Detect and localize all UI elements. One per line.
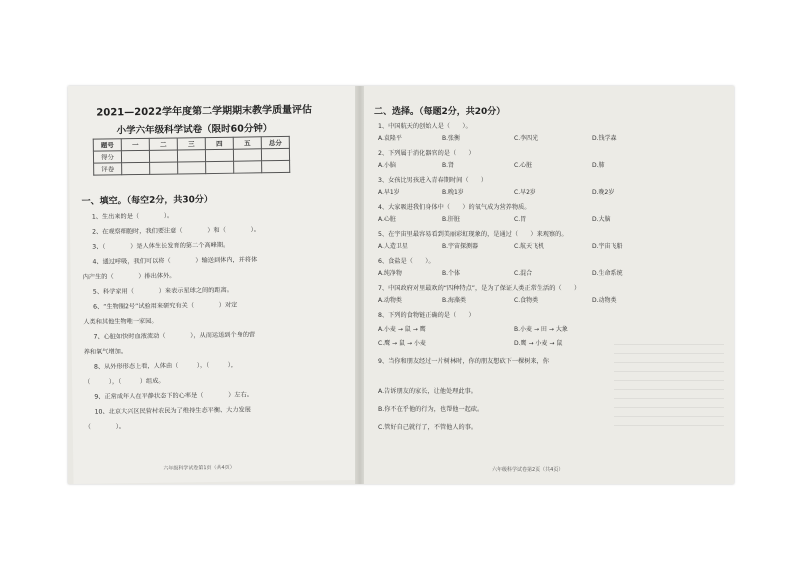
score-cell [234, 161, 262, 173]
option: D.动物类 [592, 297, 617, 304]
question-line: 3、女孩比男孩进入青春期时间（ ） [378, 177, 488, 184]
question-line: 内产生的（ ）排出体外。 [82, 272, 176, 281]
chain-part: 鹰 [419, 326, 426, 333]
question-line: 10、北京大兴区民营村农民为了维持生态平衡、大力发展 [94, 406, 251, 416]
arrow-icon: → [528, 340, 534, 347]
option: C.食物类 [514, 297, 539, 304]
option: A.动物类 [378, 297, 402, 304]
arrow-icon: → [412, 326, 418, 333]
score-cell [233, 149, 261, 161]
exam-title: 2021—2022学年度第二学期期末教学质量评估 [96, 104, 313, 119]
option: A.心脏 [378, 216, 396, 223]
question-line: 2、下列属于消化器官的是（ ） [378, 150, 475, 157]
exam-page-left [68, 86, 364, 484]
page-footer: 六年级科学试卷第1页（共4页） [163, 464, 235, 472]
chain-part: 小麦 [520, 326, 533, 333]
question-line: （ ）。 [84, 423, 126, 431]
question-line: 6、食盐是（ ）。 [378, 258, 435, 265]
arrow-icon: → [533, 326, 539, 333]
option: B.晚1岁 [442, 189, 464, 196]
chain-part: 田 [540, 326, 547, 333]
question-line: 6、“生物圈2号”试验用来研究有关（ ）对定 [93, 301, 238, 311]
score-cell [178, 162, 206, 174]
question-line: 4、通过呼吸，我们可以将（ ）输送到体内，并将体 [92, 256, 258, 266]
option: D.晚2岁 [592, 189, 615, 196]
option: D.生命系统 [592, 270, 623, 277]
option: B.肝脏 [442, 216, 461, 223]
score-header-cell: 一 [121, 138, 149, 150]
option-line: A.告诉朋友的家长，让他处理此事。 [378, 388, 477, 395]
arrow-icon: → [406, 340, 412, 347]
option: C.李四光 [514, 135, 539, 142]
option: B.张衡 [442, 135, 461, 142]
score-header-cell: 四 [205, 137, 233, 149]
option-label: D. [514, 340, 521, 347]
score-header-cell: 二 [149, 138, 177, 150]
option: D.宇宙飞船 [592, 243, 623, 250]
chain-part: 鼠 [399, 340, 406, 347]
question-line: 2、在观察细胞时，我们要注意（ ）和（ ）。 [91, 226, 260, 236]
option: B.个体 [442, 270, 461, 277]
arrow-icon: → [549, 340, 555, 347]
chain-part: 小麦 [535, 340, 548, 347]
question-line: 8、从外形形态上看，人体由（ ），（ ）， [93, 361, 238, 371]
question-line: 9、当你和朋友经过一片树林时，你的朋友想砍下一棵树来，你 [378, 358, 549, 365]
food-chain-option [514, 324, 568, 333]
exam-page-right [364, 86, 734, 484]
score-header-cell: 三 [177, 138, 205, 150]
option-line: B.你不在乎他的行为，也帮他一起砍。 [378, 406, 484, 413]
option: D.肺 [592, 162, 605, 169]
score-cell [205, 149, 233, 161]
option-label: A. [378, 326, 384, 333]
question-line: 养和氧气增加。 [83, 348, 128, 356]
option-label: C. [378, 340, 385, 347]
question-line: 9、正常成年人在平静状态下的心率是（ ）左右。 [94, 391, 254, 401]
score-cell [177, 150, 205, 162]
score-cell [122, 162, 150, 174]
score-header-cell: 五 [233, 137, 261, 149]
option: B.宇宙探测器 [442, 243, 479, 250]
bleed-through-texture [614, 336, 724, 426]
food-chain-option [378, 324, 426, 333]
exam-subtitle: 小学六年级科学试卷（限时60分钟） [116, 123, 273, 137]
score-cell [121, 150, 149, 162]
score-row-label: 得分 [93, 151, 121, 163]
option: B.海藻类 [442, 297, 467, 304]
option: D.大脑 [592, 216, 611, 223]
option: C.航天飞机 [514, 243, 545, 250]
chain-part: 大象 [555, 326, 568, 333]
score-header-cell: 总分 [261, 136, 289, 148]
food-chain-option [378, 338, 426, 347]
question-line: 5、科学家用（ ）来表示星球之间的距离。 [92, 286, 233, 296]
question-line: 8、下列的食物链正确的是（ ） [378, 312, 475, 319]
chain-part: 鼠 [404, 326, 411, 333]
score-table [93, 136, 290, 176]
question-line: 4、大家吸进我们身体中（ ）的氧气成为营养物质。 [378, 204, 531, 211]
question-line: 7、心脏如快时血液流动（ ），从而运送到个身的营 [93, 331, 256, 341]
arrow-icon: → [397, 326, 403, 333]
option: C.胃 [514, 216, 527, 223]
score-header-cell: 题号 [93, 139, 121, 151]
arrow-icon: → [548, 326, 554, 333]
fill-in-section-title: 一、填空。（每空2分，共30分） [81, 194, 213, 207]
score-cell [206, 161, 234, 173]
score-cell [261, 148, 289, 160]
option: C.混合 [514, 270, 533, 277]
option: C.早2岁 [514, 189, 536, 196]
question-line: 人类和其他生物唯一家园。 [83, 317, 158, 326]
page-footer: 六年级科学试卷第2页（共4页） [492, 467, 564, 473]
question-line: 1、生出来的是（ ）。 [91, 212, 174, 221]
chain-part: 鼠 [556, 340, 563, 347]
score-row-label: 评卷 [94, 163, 122, 175]
question-line: 3、（ ）是人体生长发育的第二个高峰期。 [92, 241, 230, 251]
scanned-exam-spread [68, 86, 734, 484]
option: A.小脑 [378, 162, 396, 169]
chain-part: 鹰 [520, 340, 527, 347]
question-line: 1、中国航天的创始人是（ ）。 [378, 123, 472, 130]
food-chain-option [514, 338, 562, 347]
option-label: B. [514, 326, 521, 333]
score-cell [149, 150, 177, 162]
chain-part: 鹰 [384, 340, 391, 347]
option: A.人造卫星 [378, 243, 408, 250]
choice-section-title: 二、选择。（每题2分，共20分） [374, 107, 506, 117]
score-cell [262, 160, 290, 172]
option: A.袁隆平 [378, 135, 402, 142]
option: D.钱学森 [592, 135, 617, 142]
question-line: 7、中国政府对里最欢的“四种特点”，是为了保证人类正常生活的（ ） [378, 285, 581, 292]
chain-part: 小麦 [413, 340, 426, 347]
score-table-row [94, 160, 290, 175]
option: A.早1岁 [378, 189, 400, 196]
arrow-icon: → [392, 340, 398, 347]
option: C.心脏 [514, 162, 533, 169]
option: A.纯净物 [378, 270, 402, 277]
option: B.肾 [442, 162, 455, 169]
question-line: （ ），（ ）组成。 [84, 377, 165, 386]
question-line: 5、在宇宙里最容易看到美丽彩虹现象的，是通过（ ）来观察的。 [378, 231, 568, 238]
chain-part: 小麦 [383, 326, 396, 333]
option-line: C.管好自己就行了，不管他人的事。 [378, 424, 478, 431]
score-cell [150, 162, 178, 174]
